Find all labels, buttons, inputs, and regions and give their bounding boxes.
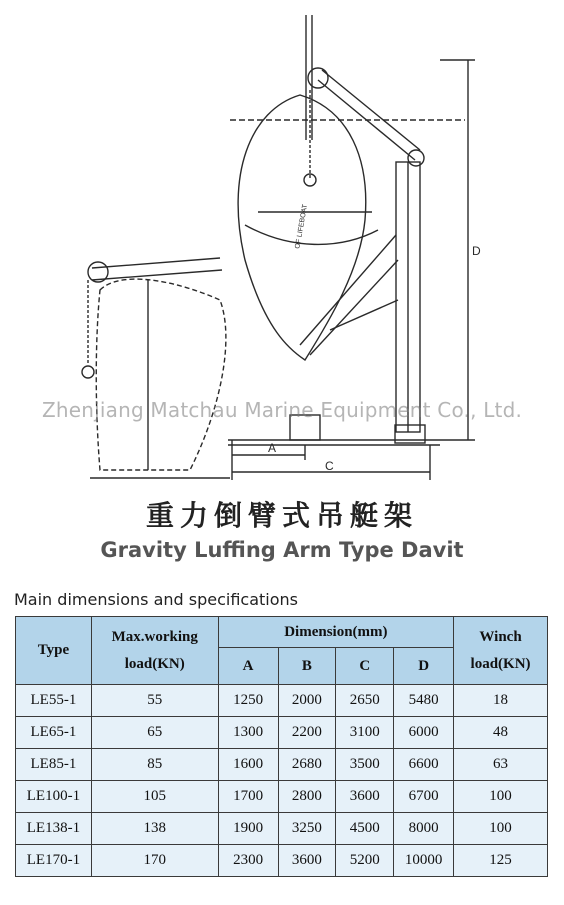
dimension-label-a: A [268, 441, 277, 455]
section-heading: Main dimensions and specifications [14, 590, 299, 609]
table-row [16, 749, 548, 781]
cell-d: 6000 [394, 717, 454, 749]
title-chinese: 重力倒臂式吊艇架 [145, 499, 418, 532]
header-max-load-line1: Max.working [111, 628, 198, 645]
header-winch-line2: load(KN) [470, 655, 531, 672]
cell-winch-load: 125 [454, 845, 548, 877]
cell-c: 3500 [336, 749, 394, 781]
cell-c: 3100 [336, 717, 394, 749]
header-d: D [394, 648, 454, 685]
header-max-load-line2: load(KN) [124, 655, 185, 672]
cell-max-load: 138 [91, 813, 218, 845]
cell-c: 4500 [336, 813, 394, 845]
cell-d: 10000 [394, 845, 454, 877]
cell-a: 2300 [218, 845, 278, 877]
cell-winch-load: 48 [454, 717, 548, 749]
cell-max-load: 85 [91, 749, 218, 781]
cell-b: 2200 [278, 717, 336, 749]
cell-b: 3250 [278, 813, 336, 845]
cell-c: 3600 [336, 781, 394, 813]
header-type: Type [16, 617, 92, 685]
cell-b: 2800 [278, 781, 336, 813]
cell-b: 3600 [278, 845, 336, 877]
cell-max-load: 105 [91, 781, 218, 813]
cell-b: 2680 [278, 749, 336, 781]
header-dimension: Dimension(mm) [218, 617, 453, 648]
cell-d: 6600 [394, 749, 454, 781]
cell-type: LE170-1 [16, 845, 92, 877]
lifeboat-text: OF LIFEBOAT [294, 203, 310, 250]
dimension-label-d: D [472, 244, 481, 258]
header-a: A [218, 648, 278, 685]
header-c: C [336, 648, 394, 685]
cell-type: LE65-1 [16, 717, 92, 749]
cell-winch-load: 63 [454, 749, 548, 781]
cell-a: 1900 [218, 813, 278, 845]
header-max-load [91, 617, 218, 685]
cell-max-load: 65 [91, 717, 218, 749]
cell-a: 1600 [218, 749, 278, 781]
cell-winch-load: 100 [454, 781, 548, 813]
dimension-label-c: C [325, 459, 334, 473]
cell-a: 1700 [218, 781, 278, 813]
cell-type: LE100-1 [16, 781, 92, 813]
specifications-table [15, 616, 548, 877]
table-row [16, 781, 548, 813]
cell-d: 6700 [394, 781, 454, 813]
table-row [16, 813, 548, 845]
cell-c: 2650 [336, 685, 394, 717]
company-watermark: Zhenjiang Matchau Marine Equipment Co., Ltd. [41, 398, 523, 422]
cell-b: 2000 [278, 685, 336, 717]
header-winch-line1: Winch [479, 628, 522, 645]
title-english: Gravity Luffing Arm Type Davit [100, 538, 464, 562]
table-row [16, 845, 548, 877]
cell-d: 5480 [394, 685, 454, 717]
cell-winch-load: 100 [454, 813, 548, 845]
cell-winch-load: 18 [454, 685, 548, 717]
table-row [16, 685, 548, 717]
cell-a: 1250 [218, 685, 278, 717]
cell-max-load: 55 [91, 685, 218, 717]
cell-type: LE138-1 [16, 813, 92, 845]
header-b: B [278, 648, 336, 685]
header-winch-load [454, 617, 548, 685]
table-row [16, 717, 548, 749]
cell-a: 1300 [218, 717, 278, 749]
cell-type: LE55-1 [16, 685, 92, 717]
cell-type: LE85-1 [16, 749, 92, 781]
cell-c: 5200 [336, 845, 394, 877]
cell-d: 8000 [394, 813, 454, 845]
cell-max-load: 170 [91, 845, 218, 877]
